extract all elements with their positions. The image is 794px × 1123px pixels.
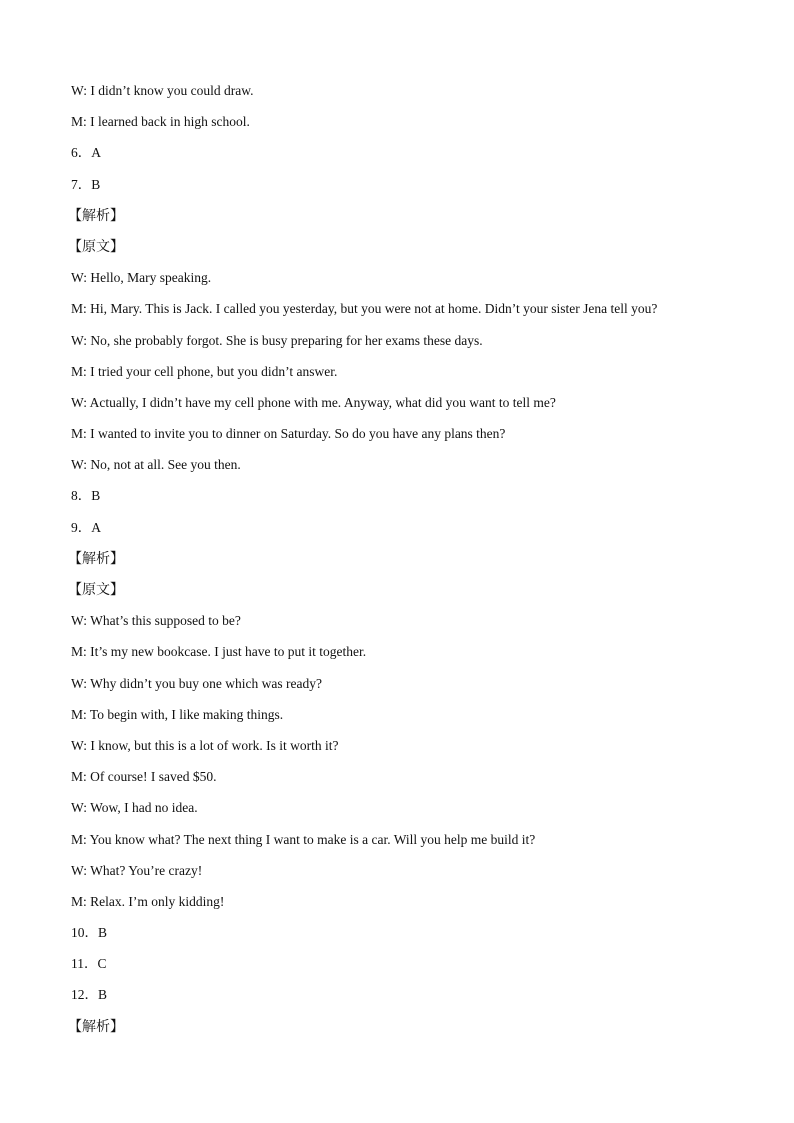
dialogue-line: W: No, not at all. See you then. — [71, 457, 241, 473]
dialogue-line: W: Why didn’t you buy one which was ready? — [71, 675, 322, 691]
dialogue-line: W: What? You’re crazy! — [71, 862, 203, 878]
dialogue-line: M: You know what? The next thing I want to make is a car. Will you help me build it? — [71, 831, 536, 847]
answer-line: 7．B — [71, 176, 101, 192]
dialogue-line: W: No, she probably forgot. She is busy preparing for her exams these days. — [71, 332, 483, 348]
answer-line: 9．A — [71, 519, 101, 535]
dialogue-line: M: Hi, Mary. This is Jack. I called you yesterday, but you were not at home. Didn’t your sister Jena tell you? — [71, 301, 658, 317]
dialogue-line: W: I didn’t know you could draw. — [71, 83, 254, 98]
dialogue-line: M: Relax. I’m only kidding! — [71, 893, 225, 909]
dialogue-line: M: It’s my new bookcase. I just have to put it together. — [71, 644, 367, 660]
answer-line: 12．B — [71, 987, 108, 1003]
dialogue-line: W: Hello, Mary speaking. — [71, 270, 212, 286]
dialogue-line: M: To begin with, I like making things. — [71, 706, 284, 722]
dialogue-line: W: What’s this supposed to be? — [71, 613, 241, 629]
section-heading-transcript: 【原文】 — [68, 238, 124, 255]
dialogue-line: W: Actually, I didn’t have my cell phone with me. Anyway, what did you want to tell me? — [71, 394, 556, 410]
answer-line: 11．C — [71, 956, 107, 972]
section-heading-analysis: 【解析】 — [68, 207, 124, 224]
dialogue-line: W: I know, but this is a lot of work. Is it worth it? — [71, 737, 339, 753]
answer-line: 10．B — [71, 925, 108, 941]
document-body — [68, 81, 761, 1048]
dialogue-line: M: I learned back in high school. — [71, 114, 250, 130]
answer-line: 8．B — [71, 488, 101, 504]
section-heading-analysis: 【解析】 — [68, 1018, 124, 1035]
answer-line: 6．A — [71, 145, 101, 161]
dialogue-line: W: Wow, I had no idea. — [71, 800, 198, 816]
dialogue-line: M: I tried your cell phone, but you didn’t answer. — [71, 363, 338, 379]
dialogue-line: M: I wanted to invite you to dinner on Saturday. So do you have any plans then? — [71, 426, 506, 442]
dialogue-line: M: Of course! I saved $50. — [71, 769, 217, 785]
section-heading-analysis: 【解析】 — [68, 550, 124, 567]
section-heading-transcript: 【原文】 — [68, 582, 124, 598]
